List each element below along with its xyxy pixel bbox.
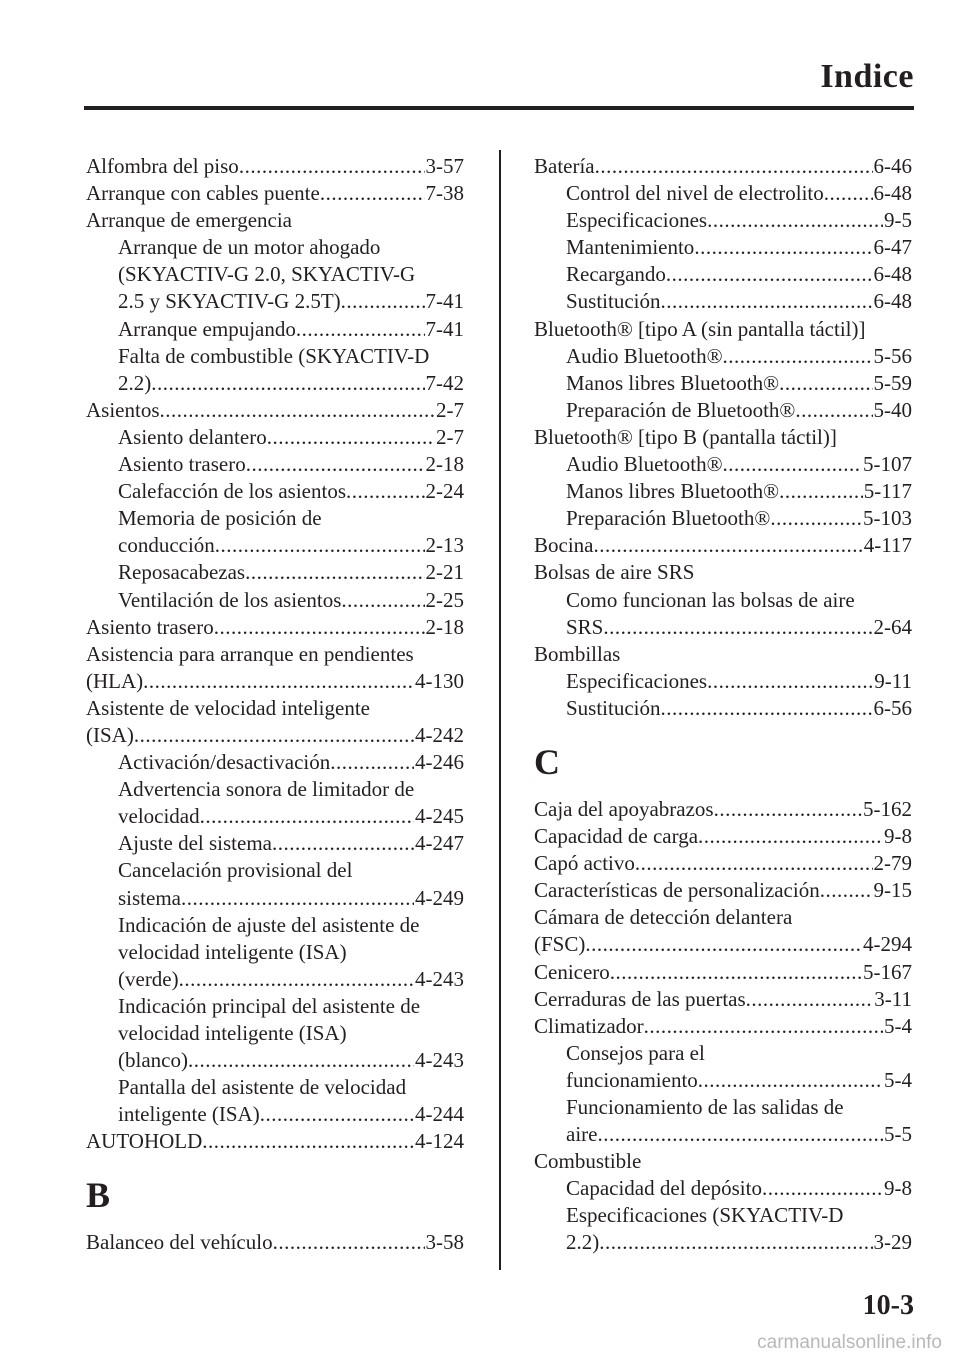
index-term: Alfombra del piso — [86, 154, 239, 178]
index-term: funcionamiento — [566, 1067, 698, 1092]
index-term: Arranque de un motor ahogado — [118, 235, 381, 260]
index-page-ref: 3-57 — [425, 154, 464, 178]
index-page-ref: 5-162 — [863, 796, 912, 821]
dot-leader — [585, 931, 862, 958]
index-term: (ISA) — [86, 722, 134, 747]
index-term: SRS — [566, 614, 604, 639]
index-subentry — [534, 397, 912, 424]
index-term: Bolsas de aire SRS — [534, 560, 695, 585]
dot-leader — [179, 966, 414, 993]
index-subentry — [534, 1067, 912, 1094]
index-column-left — [86, 153, 464, 1257]
index-term: Capó activo — [534, 851, 635, 876]
index-subentry — [534, 288, 912, 315]
dot-leader — [661, 288, 873, 315]
index-term: Indicación principal del asistente de — [118, 993, 421, 1018]
index-page-ref: 2-64 — [873, 614, 912, 639]
index-term: Indicación de ajuste del asistente de — [118, 912, 420, 937]
dot-leader — [245, 559, 424, 586]
dot-leader — [346, 478, 424, 505]
index-subentry — [534, 180, 912, 207]
index-entry — [534, 532, 912, 559]
index-subentry — [86, 532, 464, 559]
dot-leader — [707, 207, 883, 234]
index-term: Asientos — [86, 397, 160, 422]
index-page-ref: 3-58 — [425, 1230, 464, 1255]
index-page-ref: 2-18 — [425, 614, 464, 639]
index-page-ref: 6-47 — [873, 235, 912, 260]
index-term: Asiento delantero — [118, 424, 267, 449]
index-term: 2.2) — [566, 1230, 600, 1255]
dot-leader — [603, 614, 872, 641]
column-divider — [499, 150, 501, 1270]
dot-leader — [296, 316, 425, 343]
dot-leader — [644, 1013, 883, 1040]
index-term: Ventilación de los asientos — [118, 587, 342, 612]
index-page-ref: 9-8 — [884, 824, 912, 849]
index-page-ref: 4-244 — [415, 1102, 464, 1127]
index-subentry — [86, 451, 464, 478]
dot-leader — [723, 451, 862, 478]
dot-leader — [267, 424, 435, 451]
dot-leader — [599, 1229, 872, 1256]
index-term: Consejos para el — [566, 1040, 705, 1065]
index-subentry — [86, 830, 464, 857]
index-subentry — [86, 993, 464, 1020]
index-entry — [534, 559, 912, 586]
index-term: Asistente de velocidad inteligente — [86, 695, 370, 720]
index-page-ref: 7-42 — [425, 370, 464, 395]
dot-leader — [597, 1121, 883, 1148]
index-subentry — [86, 966, 464, 993]
index-page-ref: 3-11 — [874, 986, 912, 1011]
index-entry — [86, 207, 464, 234]
index-subentry — [86, 587, 464, 614]
index-term: Capacidad del depósito — [566, 1176, 762, 1201]
dot-leader — [341, 587, 424, 614]
index-term: Preparación de Bluetooth® — [566, 397, 796, 422]
index-subentry — [86, 749, 464, 776]
index-term: Memoria de posición de — [118, 506, 322, 531]
index-term: sistema — [118, 885, 181, 910]
index-term: Recargando — [566, 262, 666, 287]
index-entry — [534, 796, 912, 823]
index-term: (FSC) — [534, 932, 586, 957]
index-term: velocidad inteligente (ISA) — [118, 939, 347, 964]
watermark: carmanualsonline.info — [757, 1332, 942, 1353]
index-page-ref: 6-48 — [873, 289, 912, 314]
index-subentry — [86, 559, 464, 586]
dot-leader — [820, 877, 873, 904]
index-term: Arranque empujando — [118, 316, 296, 341]
index-subentry — [534, 370, 912, 397]
index-subentry — [534, 1040, 912, 1067]
index-term: Arranque con cables puente — [86, 181, 320, 206]
index-term: Capacidad de carga — [534, 824, 699, 849]
index-subentry — [534, 343, 912, 370]
index-column-right — [534, 153, 912, 1257]
dot-leader — [714, 796, 862, 823]
index-term: velocidad inteligente (ISA) — [118, 1021, 347, 1045]
index-page-ref: 5-117 — [863, 479, 912, 504]
index-entry — [534, 641, 912, 668]
index-entry — [86, 397, 464, 424]
dot-leader — [215, 532, 425, 559]
index-entry — [86, 1128, 464, 1155]
index-subentry — [534, 478, 912, 505]
index-term: inteligente (ISA) — [118, 1102, 260, 1127]
index-subentry — [534, 1229, 912, 1256]
index-entry — [86, 614, 464, 641]
index-term: Características de personalización — [534, 878, 820, 903]
index-subentry — [534, 505, 912, 532]
index-term: (verde) — [118, 966, 179, 991]
dot-leader — [320, 180, 425, 207]
index-page-ref: 4-249 — [415, 885, 464, 910]
index-term: AUTOHOLD — [86, 1129, 203, 1154]
index-term: Bluetooth® [tipo B (pantalla táctil)] — [534, 424, 837, 449]
dot-leader — [779, 370, 872, 397]
index-subentry — [86, 316, 464, 343]
index-page-ref: 9-5 — [884, 208, 912, 233]
index-term: Funcionamiento de las salidas de — [566, 1095, 844, 1119]
index-term: Especificaciones — [566, 668, 708, 693]
index-term: Reposacabezas — [118, 560, 246, 585]
index-page-ref: 5-40 — [873, 397, 912, 422]
index-term: Activación/desactivación — [118, 750, 331, 775]
index-section-letter: C — [534, 741, 560, 782]
index-page-ref: 5-5 — [884, 1122, 912, 1147]
dot-leader — [762, 1175, 883, 1202]
index-entry — [534, 959, 912, 986]
index-subentry — [534, 1094, 912, 1121]
index-term: Asistencia para arranque en pendientes — [86, 641, 414, 666]
index-term: Control del nivel de electrolito — [566, 181, 824, 206]
index-term: Pantalla del asistente de velocidad — [118, 1075, 407, 1100]
dot-leader — [661, 695, 873, 722]
index-page-ref: 5-4 — [884, 1067, 912, 1092]
index-page-ref: 5-167 — [863, 959, 912, 984]
index-page-ref: 7-41 — [425, 289, 464, 314]
index-page-ref: 6-56 — [873, 695, 912, 720]
dot-leader — [273, 1229, 425, 1256]
dot-leader — [330, 749, 414, 776]
index-term: Asiento trasero — [86, 614, 214, 639]
index-page-ref: 2-25 — [425, 587, 464, 612]
index-page-ref: 3-29 — [873, 1230, 912, 1255]
dot-leader — [151, 370, 424, 397]
dot-leader — [595, 153, 873, 180]
dot-leader — [707, 668, 873, 695]
index-subentry — [534, 261, 912, 288]
index-subentry — [534, 1202, 912, 1229]
index-entry — [534, 1013, 912, 1040]
header-rule — [84, 106, 914, 110]
index-page-ref: 2-24 — [425, 479, 464, 504]
index-entry — [534, 316, 912, 343]
index-page-ref: 2-7 — [436, 397, 464, 422]
index-term: Advertencia sonora de limitador de — [118, 777, 415, 802]
index-subentry — [86, 776, 464, 803]
index-entry — [534, 904, 912, 931]
index-term: (blanco) — [118, 1048, 188, 1073]
index-term: Cancelación provisional del — [118, 858, 353, 883]
dot-leader — [723, 343, 873, 370]
dot-leader — [160, 397, 436, 424]
index-page-ref: 5-59 — [873, 370, 912, 395]
index-subentry — [86, 478, 464, 505]
index-term: Bombillas — [534, 641, 621, 666]
index-subentry — [534, 451, 912, 478]
dot-leader — [770, 505, 862, 532]
index-subentry — [86, 370, 464, 397]
index-page-ref: 2-7 — [436, 424, 464, 449]
index-page-ref: 4-130 — [415, 668, 464, 693]
index-term: Especificaciones — [566, 208, 708, 233]
index-subentry — [86, 234, 464, 261]
index-term: Batería — [534, 154, 595, 178]
page-title: Indice — [820, 58, 914, 95]
dot-leader — [746, 986, 874, 1013]
index-section-letter: B — [86, 1175, 111, 1216]
index-subentry — [86, 424, 464, 451]
index-subentry — [86, 1101, 464, 1128]
index-entry — [86, 695, 464, 722]
index-entry — [534, 986, 912, 1013]
index-subentry — [86, 1074, 464, 1101]
index-term: Bocina — [534, 533, 594, 558]
index-page-ref: 9-11 — [874, 668, 912, 693]
index-subentry — [86, 288, 464, 315]
index-entry — [86, 668, 464, 695]
index-page-ref: 4-247 — [415, 831, 464, 856]
index-term: Falta de combustible (SKYACTIV-D — [118, 343, 430, 368]
dot-leader — [239, 153, 425, 180]
index-subentry — [86, 885, 464, 912]
index-term: Sustitución — [566, 695, 661, 720]
index-subentry — [86, 261, 464, 288]
dot-leader — [200, 803, 414, 830]
index-subentry — [534, 234, 912, 261]
index-term: conducción — [118, 533, 215, 558]
index-page-ref: 4-242 — [415, 722, 464, 747]
index-term: Cerraduras de las puertas — [534, 986, 746, 1011]
dot-leader — [795, 397, 872, 424]
index-subentry — [86, 912, 464, 939]
index-term: Cenicero — [534, 959, 610, 984]
index-page-ref: 2-13 — [425, 533, 464, 558]
dot-leader — [698, 823, 883, 850]
index-page-ref: 4-246 — [415, 750, 464, 775]
index-term: Climatizador — [534, 1013, 644, 1038]
index-entry — [534, 424, 912, 451]
index-subentry — [86, 939, 464, 966]
index-term: Manos libres Bluetooth® — [566, 479, 780, 504]
dot-leader — [134, 722, 414, 749]
index-subentry — [86, 857, 464, 884]
index-term: (SKYACTIV-G 2.0, SKYACTIV-G — [118, 262, 416, 287]
index-page-ref: 5-107 — [863, 452, 912, 477]
dot-leader — [666, 261, 873, 288]
index-term: Arranque de emergencia — [86, 208, 293, 233]
index-entry — [534, 823, 912, 850]
index-subentry — [534, 668, 912, 695]
dot-leader — [779, 478, 863, 505]
index-subentry — [534, 1175, 912, 1202]
index-subentry — [86, 1047, 464, 1074]
index-page-ref: 6-48 — [873, 262, 912, 287]
index-term: Asiento trasero — [118, 452, 246, 477]
index-page-ref: 9-15 — [873, 878, 912, 903]
index-term: Mantenimiento — [566, 235, 695, 260]
index-page-ref: 4-243 — [415, 1048, 464, 1073]
index-page-ref: 4-117 — [863, 533, 912, 558]
dot-leader — [593, 532, 862, 559]
index-term: Calefacción de los asientos — [118, 479, 347, 504]
index-subentry — [534, 695, 912, 722]
index-term: aire — [566, 1122, 598, 1147]
index-subentry — [86, 343, 464, 370]
index-term: (HLA) — [86, 668, 144, 693]
dot-leader — [214, 614, 425, 641]
index-subentry — [534, 587, 912, 614]
index-subentry — [534, 614, 912, 641]
index-term: Preparación Bluetooth® — [566, 506, 771, 531]
dot-leader — [143, 668, 414, 695]
index-term: 2.2) — [118, 370, 152, 395]
dot-leader — [694, 234, 872, 261]
dot-leader — [610, 959, 862, 986]
index-entry — [86, 180, 464, 207]
index-term: Audio Bluetooth® — [566, 452, 723, 477]
dot-leader — [181, 885, 414, 912]
index-page-ref: 2-79 — [873, 851, 912, 876]
index-term: Bluetooth® [tipo A (sin pantalla táctil)] — [534, 316, 866, 341]
dot-leader — [635, 850, 873, 877]
index-entry — [534, 1148, 912, 1175]
index-entry — [534, 931, 912, 958]
index-page-ref: 5-103 — [863, 506, 912, 531]
index-page-ref: 4-243 — [415, 966, 464, 991]
index-term: 2.5 y SKYACTIV-G 2.5T) — [118, 289, 341, 314]
index-subentry — [86, 505, 464, 532]
index-page-ref: 2-21 — [425, 560, 464, 585]
index-subentry — [534, 207, 912, 234]
index-page-ref: 2-18 — [425, 452, 464, 477]
index-term: Especificaciones (SKYACTIV-D — [566, 1203, 844, 1228]
index-entry — [86, 153, 464, 180]
index-page-ref: 4-245 — [415, 804, 464, 829]
index-page-ref: 6-46 — [873, 154, 912, 178]
index-page-ref: 9-8 — [884, 1176, 912, 1201]
dot-leader — [272, 830, 414, 857]
index-subentry — [86, 1020, 464, 1047]
dot-leader — [698, 1067, 883, 1094]
index-term: Caja del apoyabrazos — [534, 796, 714, 821]
index-entry — [86, 1229, 464, 1256]
index-page-ref: 6-48 — [873, 181, 912, 206]
dot-leader — [202, 1128, 414, 1155]
index-entry — [86, 722, 464, 749]
dot-leader — [188, 1047, 414, 1074]
index-term: Manos libres Bluetooth® — [566, 370, 780, 395]
index-term: Cámara de detección delantera — [534, 905, 793, 930]
index-term: Audio Bluetooth® — [566, 343, 723, 368]
index-term: Ajuste del sistema — [118, 831, 272, 856]
index-term: Sustitución — [566, 289, 661, 314]
index-entry — [86, 641, 464, 668]
index-page-ref: 5-56 — [873, 343, 912, 368]
index-term: Combustible — [534, 1149, 642, 1174]
index-page-ref: 4-124 — [415, 1129, 464, 1154]
index-term: Balanceo del vehículo — [86, 1230, 273, 1255]
index-page-ref: 5-4 — [884, 1013, 912, 1038]
page-number: 10-3 — [862, 1290, 914, 1321]
index-page-ref: 7-41 — [425, 316, 464, 341]
dot-leader — [824, 180, 873, 207]
index-entry — [534, 153, 912, 180]
dot-leader — [246, 451, 425, 478]
index-page-ref: 4-294 — [863, 932, 912, 957]
dot-leader — [260, 1101, 414, 1128]
index-page-ref: 7-38 — [425, 181, 464, 206]
index-entry — [534, 877, 912, 904]
dot-leader — [341, 288, 425, 315]
index-subentry — [86, 803, 464, 830]
index-term: velocidad — [118, 804, 200, 829]
index-entry — [534, 850, 912, 877]
index-subentry — [534, 1121, 912, 1148]
index-term: Como funcionan las bolsas de aire — [566, 587, 855, 612]
